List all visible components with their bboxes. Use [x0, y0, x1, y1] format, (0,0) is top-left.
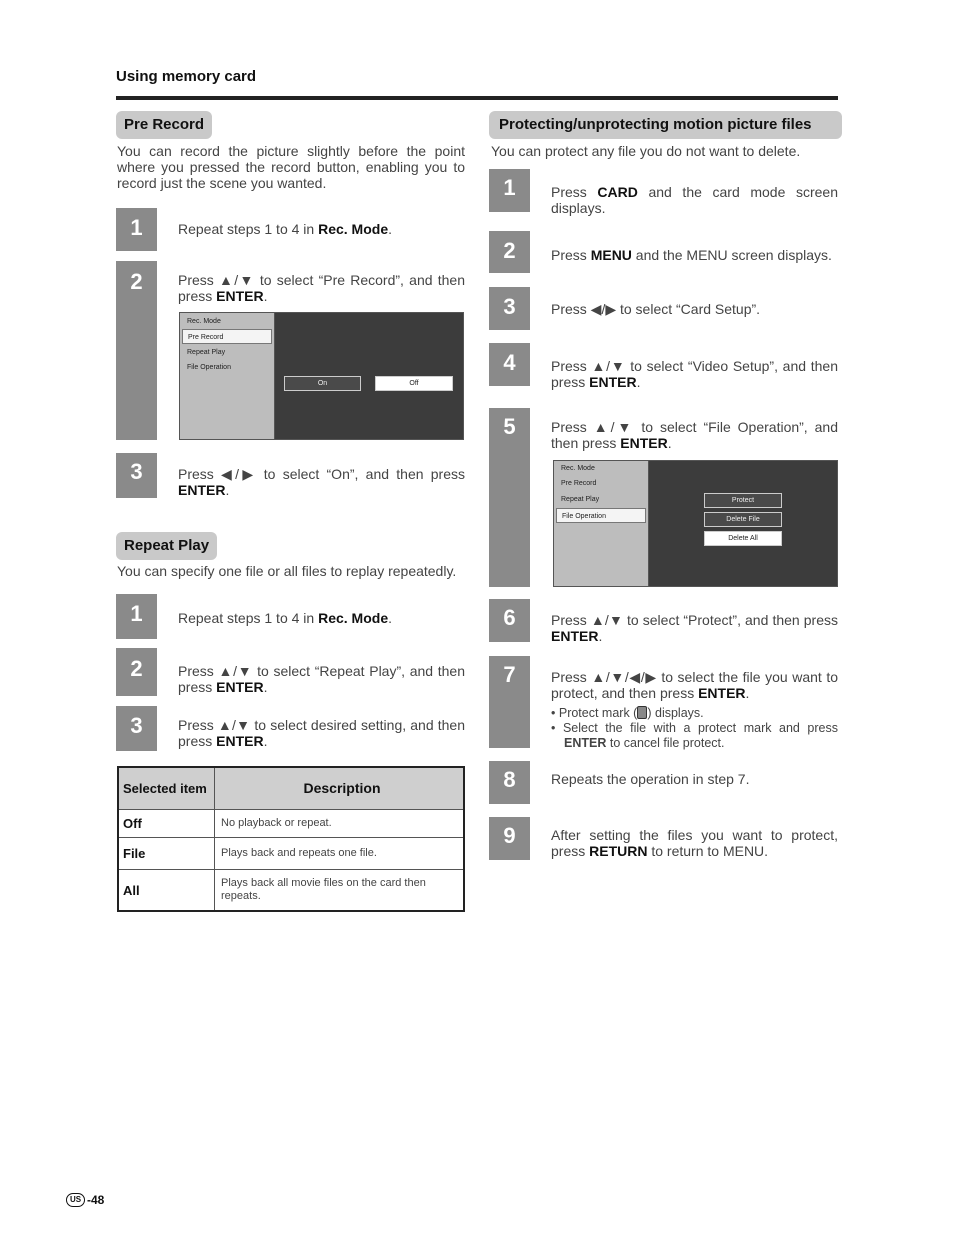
step-number: 2 — [130, 656, 143, 681]
step-text: Press ◀/▶ to select “Card Setup”. — [551, 301, 761, 317]
step-bar-7 — [489, 656, 530, 748]
step-number: 5 — [503, 414, 516, 439]
step-7-bullets — [551, 706, 838, 751]
step-bar-1 — [489, 169, 530, 212]
menu-item[interactable]: Rec. Mode — [187, 318, 221, 325]
table-cell: No playback or repeat. — [221, 817, 332, 829]
repeat-play-table — [117, 766, 465, 912]
step-bar-3 — [116, 453, 157, 498]
file-operation-menu-screen — [553, 460, 838, 587]
option-delete-file[interactable]: Delete File — [704, 512, 782, 527]
menu-item[interactable]: File Operation — [187, 364, 231, 371]
step-number: 4 — [503, 350, 516, 375]
repeat-play-intro: You can specify one file or all files to replay repeatedly. — [117, 563, 457, 579]
menu-item-selected[interactable]: File Operation — [556, 508, 646, 523]
step-number: 9 — [503, 823, 516, 848]
step-text: Press CARD and the card mode screen displays. — [551, 184, 838, 216]
repeat-play-heading: Repeat Play — [116, 532, 217, 560]
step-text: Press MENU and the MENU screen displays. — [551, 247, 832, 263]
region-badge: US — [66, 1193, 85, 1207]
menu-item-selected[interactable]: Pre Record — [182, 329, 272, 344]
option-delete-all[interactable]: Delete All — [704, 531, 782, 546]
page-footer — [66, 1193, 104, 1207]
step-number: 3 — [130, 713, 143, 738]
bullet-item: • Protect mark ( ) displays. — [551, 706, 704, 720]
step-text: Press ▲/▼/◀/▶ to select the file you want to protect, and then press ENTER. — [551, 669, 838, 701]
menu-item[interactable]: Rec. Mode — [561, 465, 595, 472]
menu-sidebar — [554, 461, 649, 586]
step-text: Press ▲/▼ to select desired setting, and then press ENTER. — [178, 717, 465, 749]
table-header-row — [119, 768, 463, 810]
menu-sidebar — [180, 313, 275, 439]
column-header: Selected item — [119, 768, 215, 809]
column-header: Description — [215, 768, 463, 809]
page-number: -48 — [87, 1193, 105, 1207]
step-bar-2 — [116, 261, 157, 440]
step-number: 8 — [503, 767, 516, 792]
protect-intro: You can protect any file you do not want to delete. — [491, 143, 801, 159]
step-bar-2 — [489, 231, 530, 273]
table-cell: All — [119, 870, 215, 910]
table-cell: Plays back and repeats one file. — [221, 847, 377, 859]
step-text: Press ◀/▶ to select “On”, and then press ENTER. — [178, 466, 465, 498]
step-number: 3 — [130, 459, 143, 484]
step-number: 2 — [503, 238, 516, 263]
step-text: Press ▲/▼ to select “File Operation”, and then press ENTER. — [551, 419, 838, 451]
step-bar-6 — [489, 599, 530, 642]
protect-lock-icon — [637, 706, 647, 719]
table-row — [119, 810, 463, 838]
option-protect[interactable]: Protect — [704, 493, 782, 508]
table-cell: Plays back all movie files on the card then repeats. — [221, 877, 426, 902]
table-cell: Off — [119, 810, 215, 837]
step-bar-4 — [489, 343, 530, 386]
step-bar-9 — [489, 817, 530, 860]
section-header: Using memory card — [116, 68, 257, 85]
step-number: 6 — [503, 605, 516, 630]
bullet-item: • Select the file with a protect mark and press ENTER to cancel file protect. — [551, 721, 838, 750]
step-number: 3 — [503, 294, 516, 319]
step-number: 1 — [130, 601, 143, 626]
pre-record-heading: Pre Record — [116, 111, 212, 139]
step-text: Repeat steps 1 to 4 in Rec. Mode. — [178, 221, 392, 237]
pre-record-menu-screen — [179, 312, 464, 440]
step-text: Press ▲/▼ to select “Protect”, and then press ENTER. — [551, 612, 838, 644]
menu-item[interactable]: Pre Record — [561, 480, 597, 487]
step-number: 2 — [130, 269, 143, 294]
step-bar-3 — [489, 287, 530, 330]
header-rule — [116, 96, 838, 100]
menu-item[interactable]: Repeat Play — [561, 496, 600, 503]
option-on[interactable]: On — [284, 376, 361, 391]
step-text: Repeats the operation in step 7. — [551, 771, 750, 787]
step-number: 1 — [130, 215, 143, 240]
table-row — [119, 838, 463, 870]
step-text: Press ▲/▼ to select “Video Setup”, and then press ENTER. — [551, 358, 838, 390]
step-number: 1 — [503, 175, 516, 200]
step-bar-8 — [489, 761, 530, 804]
pre-record-intro: You can record the picture slightly before the point where you pressed the record button, enabling you to record just the scene you wanted. — [117, 143, 465, 191]
step-text: Press ▲/▼ to select “Repeat Play”, and then press ENTER. — [178, 663, 465, 695]
menu-item[interactable]: Repeat Play — [187, 349, 226, 356]
step-bar-1 — [116, 208, 157, 251]
step-bar-1 — [116, 594, 157, 639]
step-bar-3 — [116, 706, 157, 751]
step-text: After setting the files you want to protect, press RETURN to return to MENU. — [551, 827, 838, 859]
option-off[interactable]: Off — [375, 376, 453, 391]
table-cell: File — [119, 838, 215, 869]
step-number: 7 — [503, 662, 516, 687]
step-bar-2 — [116, 648, 157, 696]
step-text: Press ▲/▼ to select “Pre Record”, and then press ENTER. — [178, 272, 465, 304]
protect-heading: Protecting/unprotecting motion picture files — [489, 111, 842, 139]
table-row — [119, 870, 463, 910]
step-bar-5 — [489, 408, 530, 587]
step-text: Repeat steps 1 to 4 in Rec. Mode. — [178, 610, 392, 626]
